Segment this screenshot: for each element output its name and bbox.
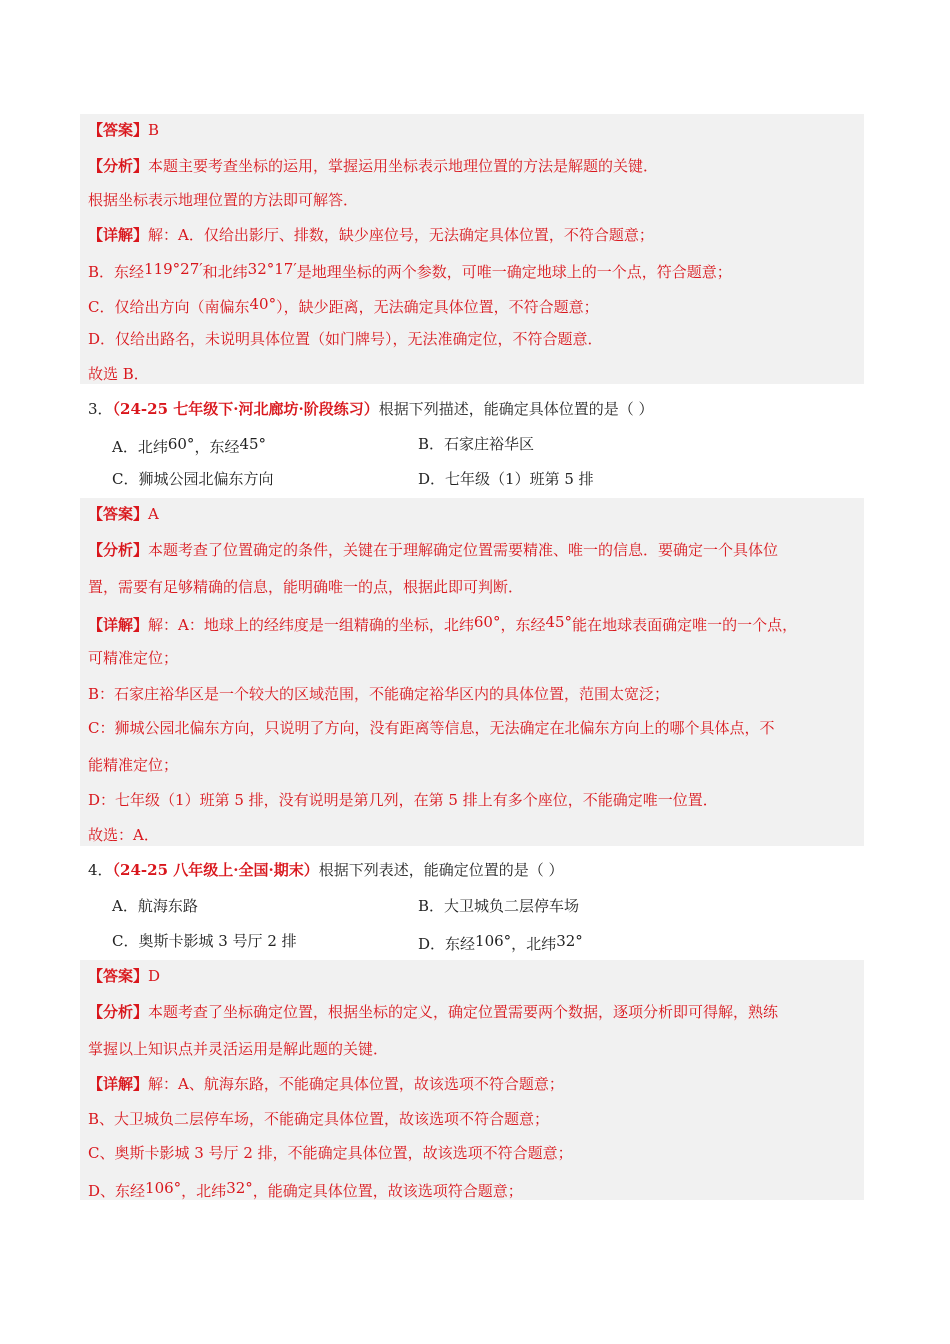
math-angle: 40° [249,295,277,313]
analysis-line-2 [88,577,523,597]
math-coordinate: 106° [475,932,512,950]
question-4-option-a [112,896,198,916]
detail-line-a [88,225,654,245]
detail-text: 和北纬 [202,263,248,281]
option-text: C．奥斯卡影城 3 号厅 2 排 [112,932,297,950]
detail-line-d [88,790,718,810]
detail-text: B、大卫城负二层停车场，不能确定具体位置，故该选项不符合题意； [88,1110,550,1128]
question-4-option-c [112,931,297,951]
detail-line-c [88,294,599,317]
detail-line-a [88,1074,564,1094]
math-coordinate: 32° [556,932,583,950]
detail-text: ，北纬 [181,1182,227,1200]
math-coordinate: 32°17′ [247,260,297,278]
math-coordinate: 32° [226,1179,253,1197]
detail-tag: 【详解】 [88,1075,149,1093]
detail-text: D．仅给出路名，未说明具体位置（如门牌号），无法准确定位，不符合题意． [88,330,603,348]
question-source: （24-25 八年级上·全国·期末） [112,861,319,879]
analysis-text: 本题主要考查坐标的运用，掌握运用坐标表示地理位置的方法是解题的关键． [148,157,659,175]
math-coordinate: 45° [545,613,573,631]
question-4-option-d [418,931,583,954]
answer-value: B [148,121,160,139]
conclusion-text: 故选：A． [88,826,159,844]
conclusion-line [88,825,159,845]
analysis-text: 掌握以上知识点并灵活运用是解此题的关键． [88,1040,389,1058]
option-text: C．狮城公园北偏东方向 [112,470,274,488]
analysis-text: 本题考查了位置确定的条件，关键在于理解确定位置需要精准、唯一的信息．要确定一个具体位 [148,541,779,559]
analysis-line-1 [88,156,658,176]
option-text: A．航海东路 [112,897,198,915]
question-number: 3． [88,400,113,418]
question-text: 根据下列表述，能确定位置的是（ ） [318,861,564,879]
detail-tag: 【详解】 [88,226,149,244]
detail-text: C：狮城公园北偏东方向，只说明了方向，没有距离等信息，无法确定在北偏东方向上的哪个具体点，不 [88,719,775,737]
question-3-option-b [418,434,534,454]
detail-line-b [88,259,732,282]
option-text: D．东经 [418,935,476,953]
question-source: （24-25 七年级下·河北廊坊·阶段练习） [112,400,379,418]
math-coordinate: 60° [167,435,195,453]
option-text: B．大卫城负二层停车场 [418,897,580,915]
question-text: 根据下列描述，能确定具体位置的是（ ） [378,400,654,418]
analysis-line-1 [88,1002,778,1022]
question-3-option-d [418,469,594,489]
answer-line-3 [88,504,159,524]
option-text: A．北纬 [112,438,168,456]
analysis-tag: 【分析】 [88,541,149,559]
detail-text: C．仅给出方向（南偏东 [88,298,250,316]
analysis-line-2 [88,190,358,210]
answer-line-1 [88,120,159,140]
question-number: 4． [88,861,113,879]
analysis-tag: 【分析】 [88,157,149,175]
question-3-option-a [112,434,266,457]
analysis-line-2 [88,1039,388,1059]
detail-text: ），缺少距离，无法确定具体位置，不符合题意； [276,298,599,316]
detail-line-c [88,1143,573,1163]
analysis-text: 根据坐标表示地理位置的方法即可解答． [88,191,359,209]
detail-line-c-cont [88,755,178,775]
answer-value: A [148,505,159,523]
question-3-option-c [112,469,273,489]
option-text: D．七年级（1）班第 5 排 [418,470,594,488]
detail-text: 能精准定位； [88,756,179,774]
detail-text: D：七年级（1）班第 5 排，没有说明是第几列，在第 5 排上有多个座位，不能确定唯一位置． [88,791,718,809]
detail-line-d [88,1178,523,1201]
detail-text: B．东经 [88,263,145,281]
detail-text: 解：A．仅给出影厅、排数，缺少座位号，无法确定具体位置，不符合题意； [148,226,654,244]
detail-text: 是地理坐标的两个参数，可唯一确定地球上的一个点，符合题意； [296,263,732,281]
option-text: B．石家庄裕华区 [418,435,535,453]
math-coordinate: 106° [145,1179,182,1197]
detail-text: 能在地球表面确定唯一的一个点， [572,616,798,634]
analysis-text: 本题考查了坐标确定位置，根据坐标的定义，确定位置需要两个数据，逐项分析即可得解，熟练 [148,1003,779,1021]
detail-text: ，能确定具体位置，故该选项符合题意； [252,1182,523,1200]
answer-line-4 [88,966,160,986]
detail-text: B：石家庄裕华区是一个较大的区域范围，不能确定裕华区内的具体位置，范围太宽泛； [88,685,670,703]
math-coordinate: 119°27′ [144,260,203,278]
detail-text: ，东经 [500,616,546,634]
detail-line-d [88,329,603,349]
detail-text: D、东经 [88,1182,146,1200]
math-coordinate: 60° [473,613,501,631]
option-text: ，东经 [194,438,240,456]
question-3-stem [88,399,653,419]
detail-tag: 【详解】 [88,616,149,634]
conclusion-line [88,364,149,384]
detail-text: 可精准定位； [88,649,179,667]
detail-line-b [88,684,669,704]
conclusion-text: 故选 B． [88,365,149,383]
math-coordinate: 45° [239,435,267,453]
analysis-text: 置，需要有足够精确的信息，能明确唯一的点，根据此即可判断． [88,578,524,596]
detail-line-c [88,718,774,738]
detail-line-b [88,1109,549,1129]
detail-line-a-cont [88,648,178,668]
answer-value: D [148,967,161,985]
answer-tag: 【答案】 [88,505,149,523]
detail-text: 解：A、航海东路，不能确定具体位置，故该选项不符合题意； [148,1075,564,1093]
option-text: ，北纬 [511,935,557,953]
detail-text: 解：A：地球上的经纬度是一组精确的坐标，北纬 [148,616,474,634]
analysis-tag: 【分析】 [88,1003,149,1021]
question-4-option-b [418,896,579,916]
answer-tag: 【答案】 [88,121,149,139]
analysis-line-1 [88,540,778,560]
question-4-stem [88,860,563,880]
detail-line-a [88,612,797,635]
detail-text: C、奥斯卡影城 3 号厅 2 排，不能确定具体位置，故该选项不符合题意； [88,1144,573,1162]
answer-tag: 【答案】 [88,967,149,985]
